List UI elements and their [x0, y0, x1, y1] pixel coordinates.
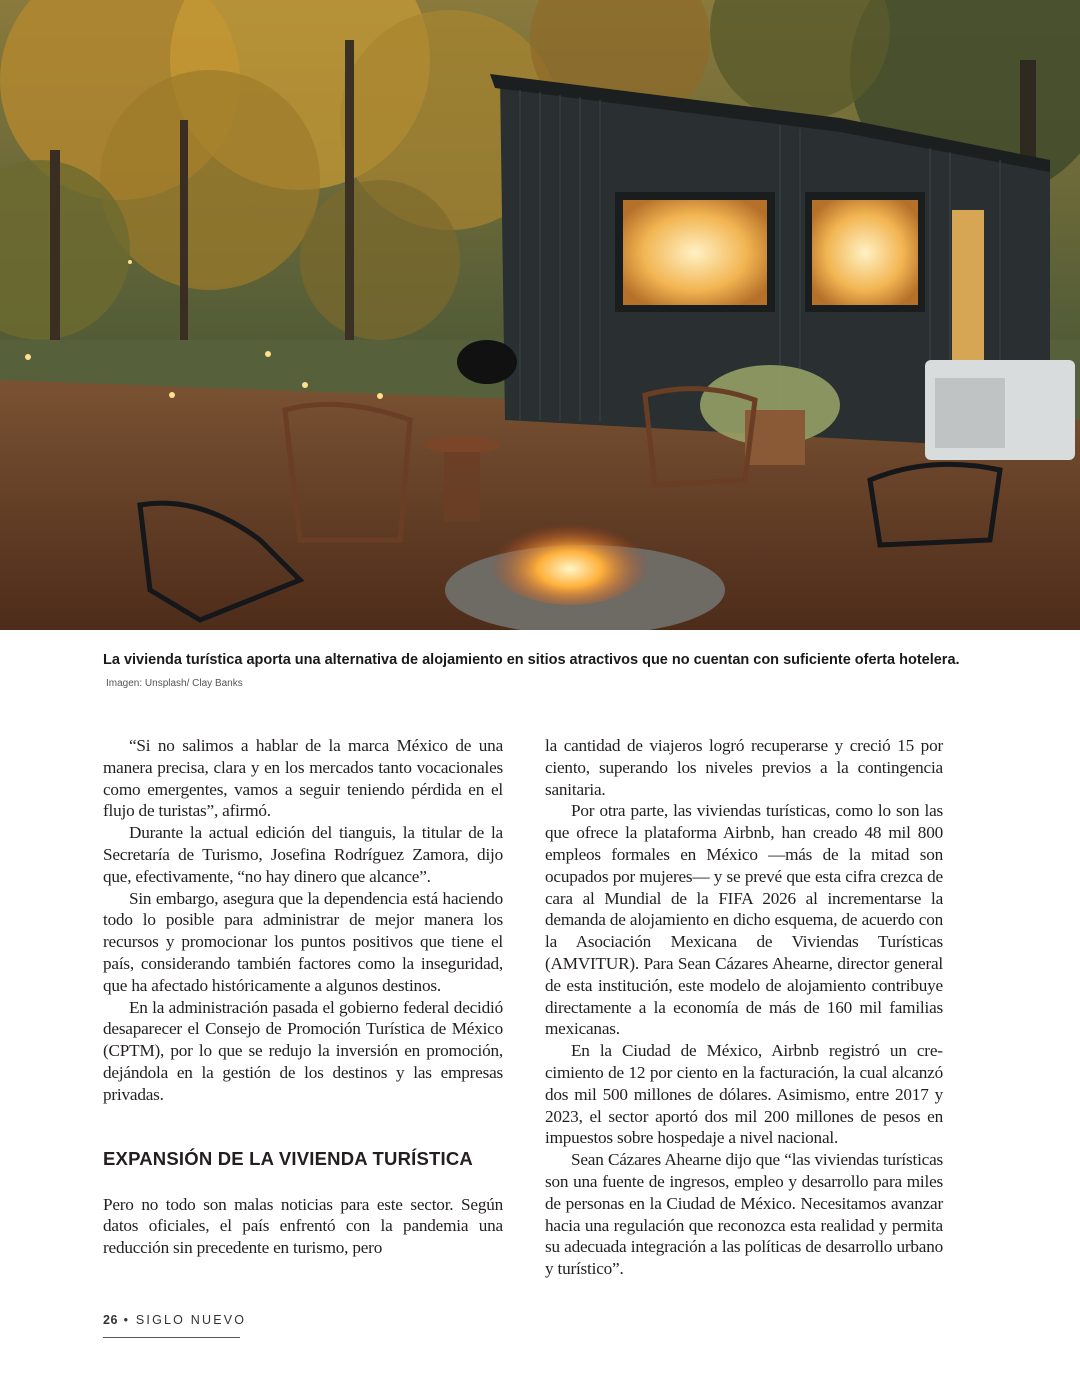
cabin-photo-illustration: [0, 0, 1080, 630]
cabin-photo: [0, 0, 1080, 630]
paragraph: En la administración pasada el gobierno federal decidió desaparecer el Consejo de Promoción Turística de México (CPTM), por lo que se redujo la inversión en promoción, dejándola en la gestión de los destinos y las empresas privadas.: [103, 997, 503, 1104]
paragraph-continuation: la cantidad de viajeros logró recuperarse y creció 15 por ciento, superando los niveles previos a la contingencia sanitaria.: [545, 736, 943, 799]
paragraph: Sin embargo, asegura que la dependencia está haciendo todo lo posible para administrar de mejor manera los recursos y promocionar los puntos positivos que tiene el país, considerando también factores como la inseguridad, que ha afectado históricamente a algunos destinos.: [103, 888, 503, 995]
page-footer: [103, 1313, 246, 1327]
paragraph: Sean Cázares Ahearne dijo que “las viviendas turísticas son una fuente de ingresos, empleo y desarrollo para miles de personas en la Ciudad de México. Necesitamos avanzar hacia una regulación que reconozca esta realidad y permita su adecuada integración a las políticas de desarrollo urbano y turístico”.: [545, 1150, 943, 1279]
photo-caption: [103, 649, 983, 695]
paragraph: Por otra parte, las viviendas turísticas, como lo son las que ofrece la plataforma Airbnb, han creado 48 mil 800 empleos formales en México —más de la mitad son ocupados por mujeres— y se prevé que esta cifra crezca de cara al Mundial de la FIFA 2026 al incrementarse la demanda de alojamiento en dicho esquema, de acuerdo con la Asociación Mexicana de Viviendas Turísticas (AMVITUR). Para Sean Cázares Ahearne, director general de esta institución, este modelo de alojamiento contribuye directamente a la economía de más de 160 mil familias mexicanas.: [545, 801, 943, 1039]
caption-text: La vivienda turística aporta una alternativa de alojamiento en sitios atractivos que no cuentan con suficiente oferta hotelera.: [103, 652, 960, 668]
paragraph: En la Ciudad de México, Airbnb registró un crecimiento de 12 por ciento en la facturación, la cual alcanzó dos mil 500 millones de dólares. Asimismo, entre 2017 y 2023, el sector aportó dos mil 200 millones de pesos en impuestos sobre hospedaje a nivel nacional.: [545, 1041, 943, 1148]
publication-name: SIGLO NUEVO: [135, 1313, 247, 1327]
footer-separator: •: [123, 1313, 131, 1327]
section-heading: EXPANSIÓN DE LA VIVIENDA TURÍSTICA: [103, 1147, 473, 1169]
caption-credit: Imagen: Unsplash/ Clay Banks: [106, 678, 243, 689]
page-number: 26: [103, 1313, 118, 1327]
paragraph: “Si no salimos a hablar de la marca México de una manera precisa, clara y en los mercados tanto vocacionales como emergentes, vamos a seguir teniendo pérdida en el flujo de turistas”, afirmó.: [103, 736, 503, 821]
paragraph: Durante la actual edición del tianguis, la titular de la Secretaría de Turismo, Josefina Rodríguez Zamora, dijo que, efectivamente, “no hay dinero que alcance”.: [103, 823, 503, 886]
article-column-left: [103, 735, 503, 1259]
article-column-right: [545, 735, 943, 1280]
footer-rule: [103, 1337, 240, 1338]
paragraph: Pero no todo son malas noticias para este sector. Según datos oficiales, el país enfrentó con la pandemia una reducción sin precedente en turismo, pero: [103, 1194, 503, 1258]
